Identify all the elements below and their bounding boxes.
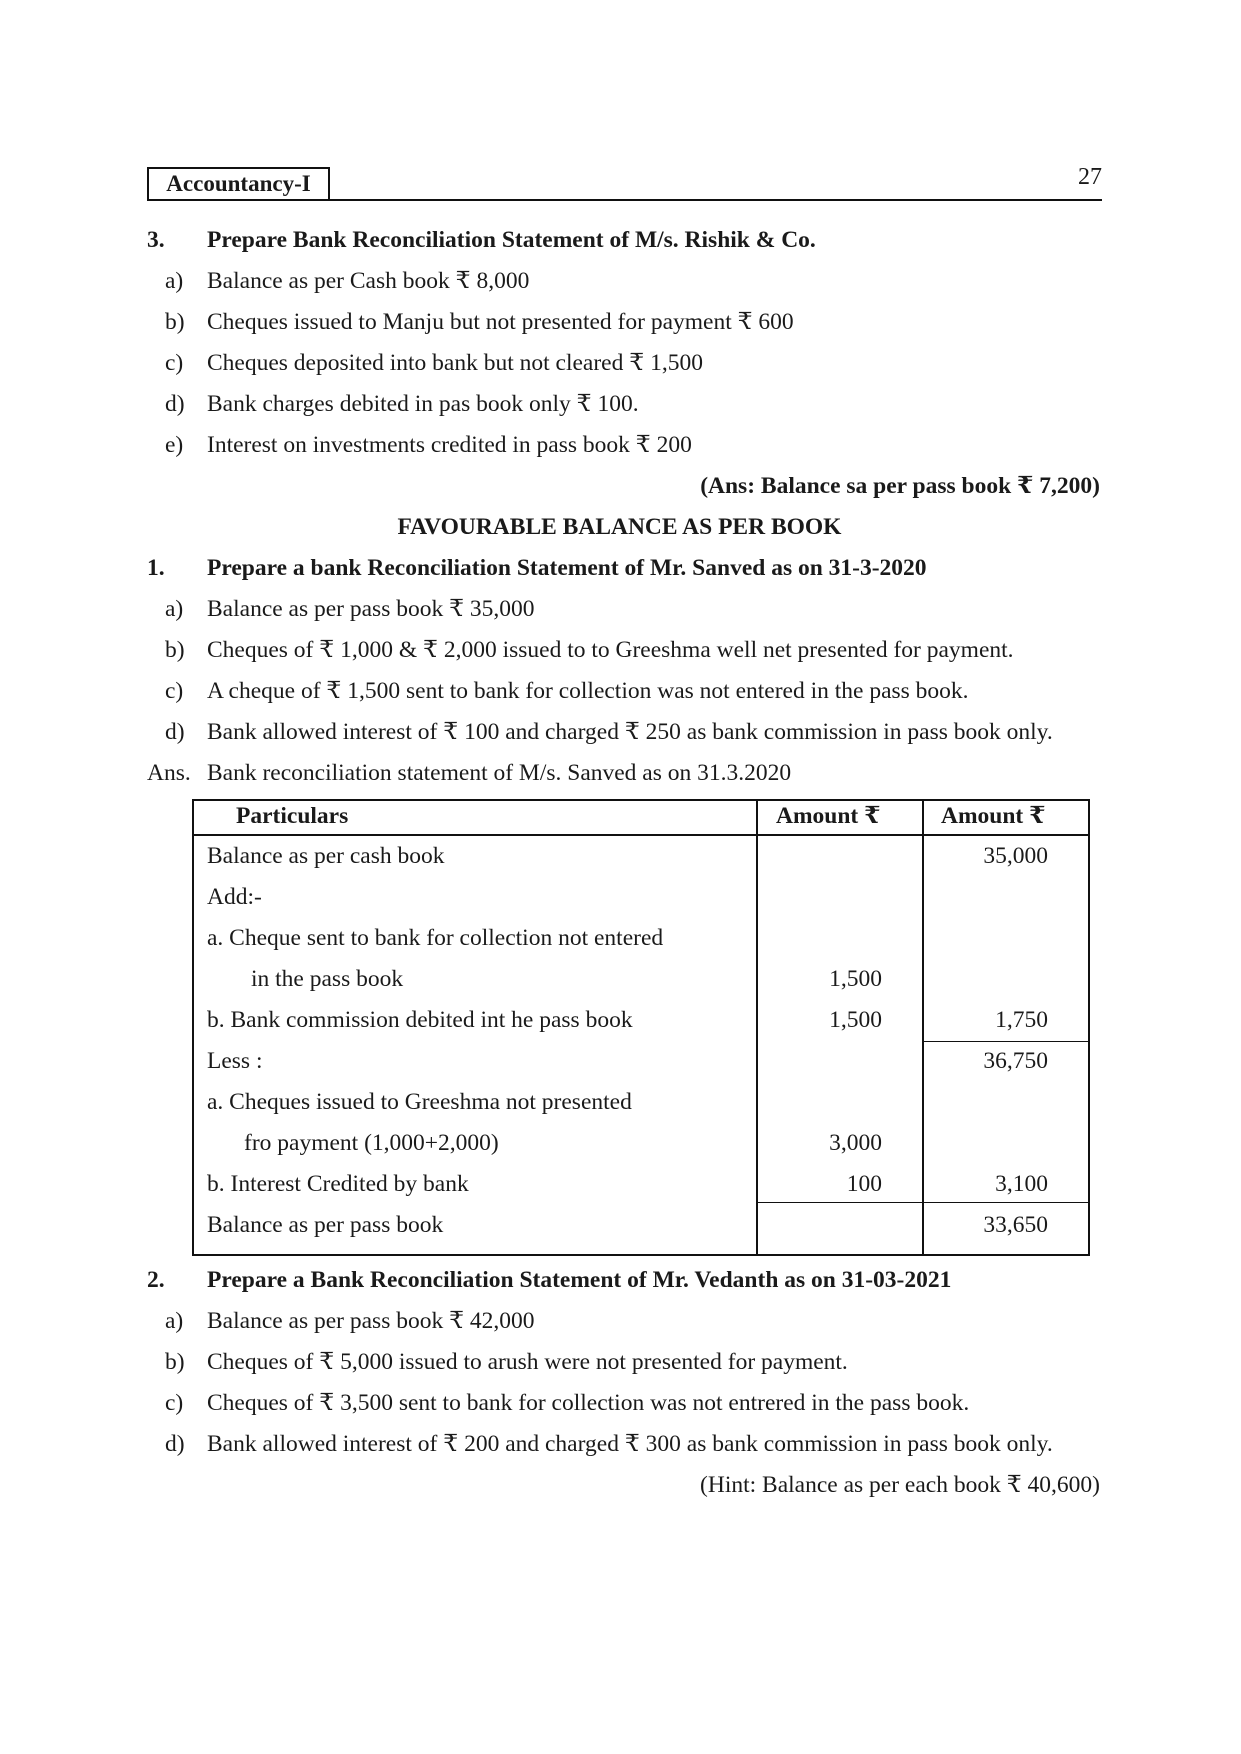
q2-number: 2. xyxy=(147,1267,165,1293)
q1-item-label: b) xyxy=(165,637,185,663)
table-cell-particulars: Balance as per pass book xyxy=(207,1212,444,1238)
q3-number: 3. xyxy=(147,227,165,253)
q3-item-text: Cheques issued to Manju but not presented for payment ₹ 600 xyxy=(207,309,794,335)
table-cell-amount: 1,750 xyxy=(995,1007,1048,1033)
q3-answer: (Ans: Balance sa per pass book ₹ 7,200) xyxy=(700,473,1100,499)
table-total-rule xyxy=(756,1202,1090,1203)
q1-number: 1. xyxy=(147,555,165,581)
table-cell-amount: 3,000 xyxy=(829,1130,882,1156)
table-header-particulars: Particulars xyxy=(236,803,349,829)
q3-item-text: Bank charges debited in pas book only ₹ 100. xyxy=(207,391,639,417)
table-cell-particulars: Balance as per cash book xyxy=(207,843,445,869)
q3-item-text: Interest on investments credited in pass book ₹ 200 xyxy=(207,432,692,458)
table-cell-amount: 36,750 xyxy=(983,1048,1048,1074)
q3-title: Prepare Bank Reconciliation Statement of M/s. Rishik & Co. xyxy=(207,227,816,253)
q3-item-label: d) xyxy=(165,391,185,417)
q1-item-label: a) xyxy=(165,596,184,622)
q3-item-label: b) xyxy=(165,309,185,335)
q1-item-text: Bank allowed interest of ₹ 100 and charged ₹ 250 as bank commission in pass book only. xyxy=(207,719,1053,745)
table-cell-particulars: a. Cheques issued to Greeshma not presented xyxy=(207,1089,632,1115)
q1-title: Prepare a bank Reconciliation Statement of Mr. Sanved as on 31-3-2020 xyxy=(207,555,927,581)
q1-answer-label: Ans. xyxy=(147,760,191,786)
table-cell-amount: 1,500 xyxy=(829,1007,882,1033)
table-cell-amount: 100 xyxy=(846,1171,882,1197)
table-header-rule xyxy=(192,834,1090,836)
table-cell-amount: 1,500 xyxy=(829,966,882,992)
q2-item-text: Cheques of ₹ 3,500 sent to bank for collection was not entrered in the pass book. xyxy=(207,1390,970,1416)
header-rule xyxy=(147,199,1102,201)
table-cell-amount: 3,100 xyxy=(995,1171,1048,1197)
table-header-amount: Amount ₹ xyxy=(776,803,881,829)
q3-item-label: c) xyxy=(165,350,184,376)
q2-item-label: a) xyxy=(165,1308,184,1334)
section-heading: FAVOURABLE BALANCE AS PER BOOK xyxy=(397,514,842,540)
table-cell-particulars: fro payment (1,000+2,000) xyxy=(244,1130,499,1156)
table-cell-particulars: a. Cheque sent to bank for collection not entered xyxy=(207,925,664,951)
q2-item-label: c) xyxy=(165,1390,184,1416)
table-subtotal-rule xyxy=(922,1041,1090,1042)
table-cell-amount: 35,000 xyxy=(983,843,1048,869)
table-cell-particulars: b. Bank commission debited int he pass book xyxy=(207,1007,633,1033)
q3-item-label: a) xyxy=(165,268,184,294)
table-cell-particulars: Add:- xyxy=(207,884,262,910)
q2-item-label: b) xyxy=(165,1349,185,1375)
q3-item-text: Cheques deposited into bank but not cleared ₹ 1,500 xyxy=(207,350,703,376)
table-cell-amount: 33,650 xyxy=(983,1212,1048,1238)
table-cell-particulars: in the pass book xyxy=(251,966,404,992)
q2-item-text: Bank allowed interest of ₹ 200 and charged ₹ 300 as bank commission in pass book only. xyxy=(207,1431,1053,1457)
q2-item-label: d) xyxy=(165,1431,185,1457)
table-cell-particulars: Less : xyxy=(207,1048,263,1074)
q3-item-label: e) xyxy=(165,432,184,458)
q2-item-text: Cheques of ₹ 5,000 issued to arush were not presented for payment. xyxy=(207,1349,848,1375)
q1-answer-text: Bank reconciliation statement of M/s. Sanved as on 31.3.2020 xyxy=(207,760,792,786)
q1-item-text: Cheques of ₹ 1,000 & ₹ 2,000 issued to to Greeshma well net presented for payment. xyxy=(207,637,1014,663)
q1-item-label: d) xyxy=(165,719,185,745)
table-header-amount: Amount ₹ xyxy=(941,803,1046,829)
q1-item-text: Balance as per pass book ₹ 35,000 xyxy=(207,596,535,622)
table-cell-particulars: b. Interest Credited by bank xyxy=(207,1171,469,1197)
q2-item-text: Balance as per pass book ₹ 42,000 xyxy=(207,1308,535,1334)
page-number: 27 xyxy=(1078,164,1102,190)
q2-hint: (Hint: Balance as per each book ₹ 40,600) xyxy=(700,1472,1100,1498)
header-title: Accountancy-I xyxy=(147,167,330,201)
q1-item-label: c) xyxy=(165,678,184,704)
q2-title: Prepare a Bank Reconciliation Statement of Mr. Vedanth as on 31-03-2021 xyxy=(207,1267,952,1293)
q3-item-text: Balance as per Cash book ₹ 8,000 xyxy=(207,268,530,294)
q1-item-text: A cheque of ₹ 1,500 sent to bank for collection was not entered in the pass book. xyxy=(207,678,969,704)
